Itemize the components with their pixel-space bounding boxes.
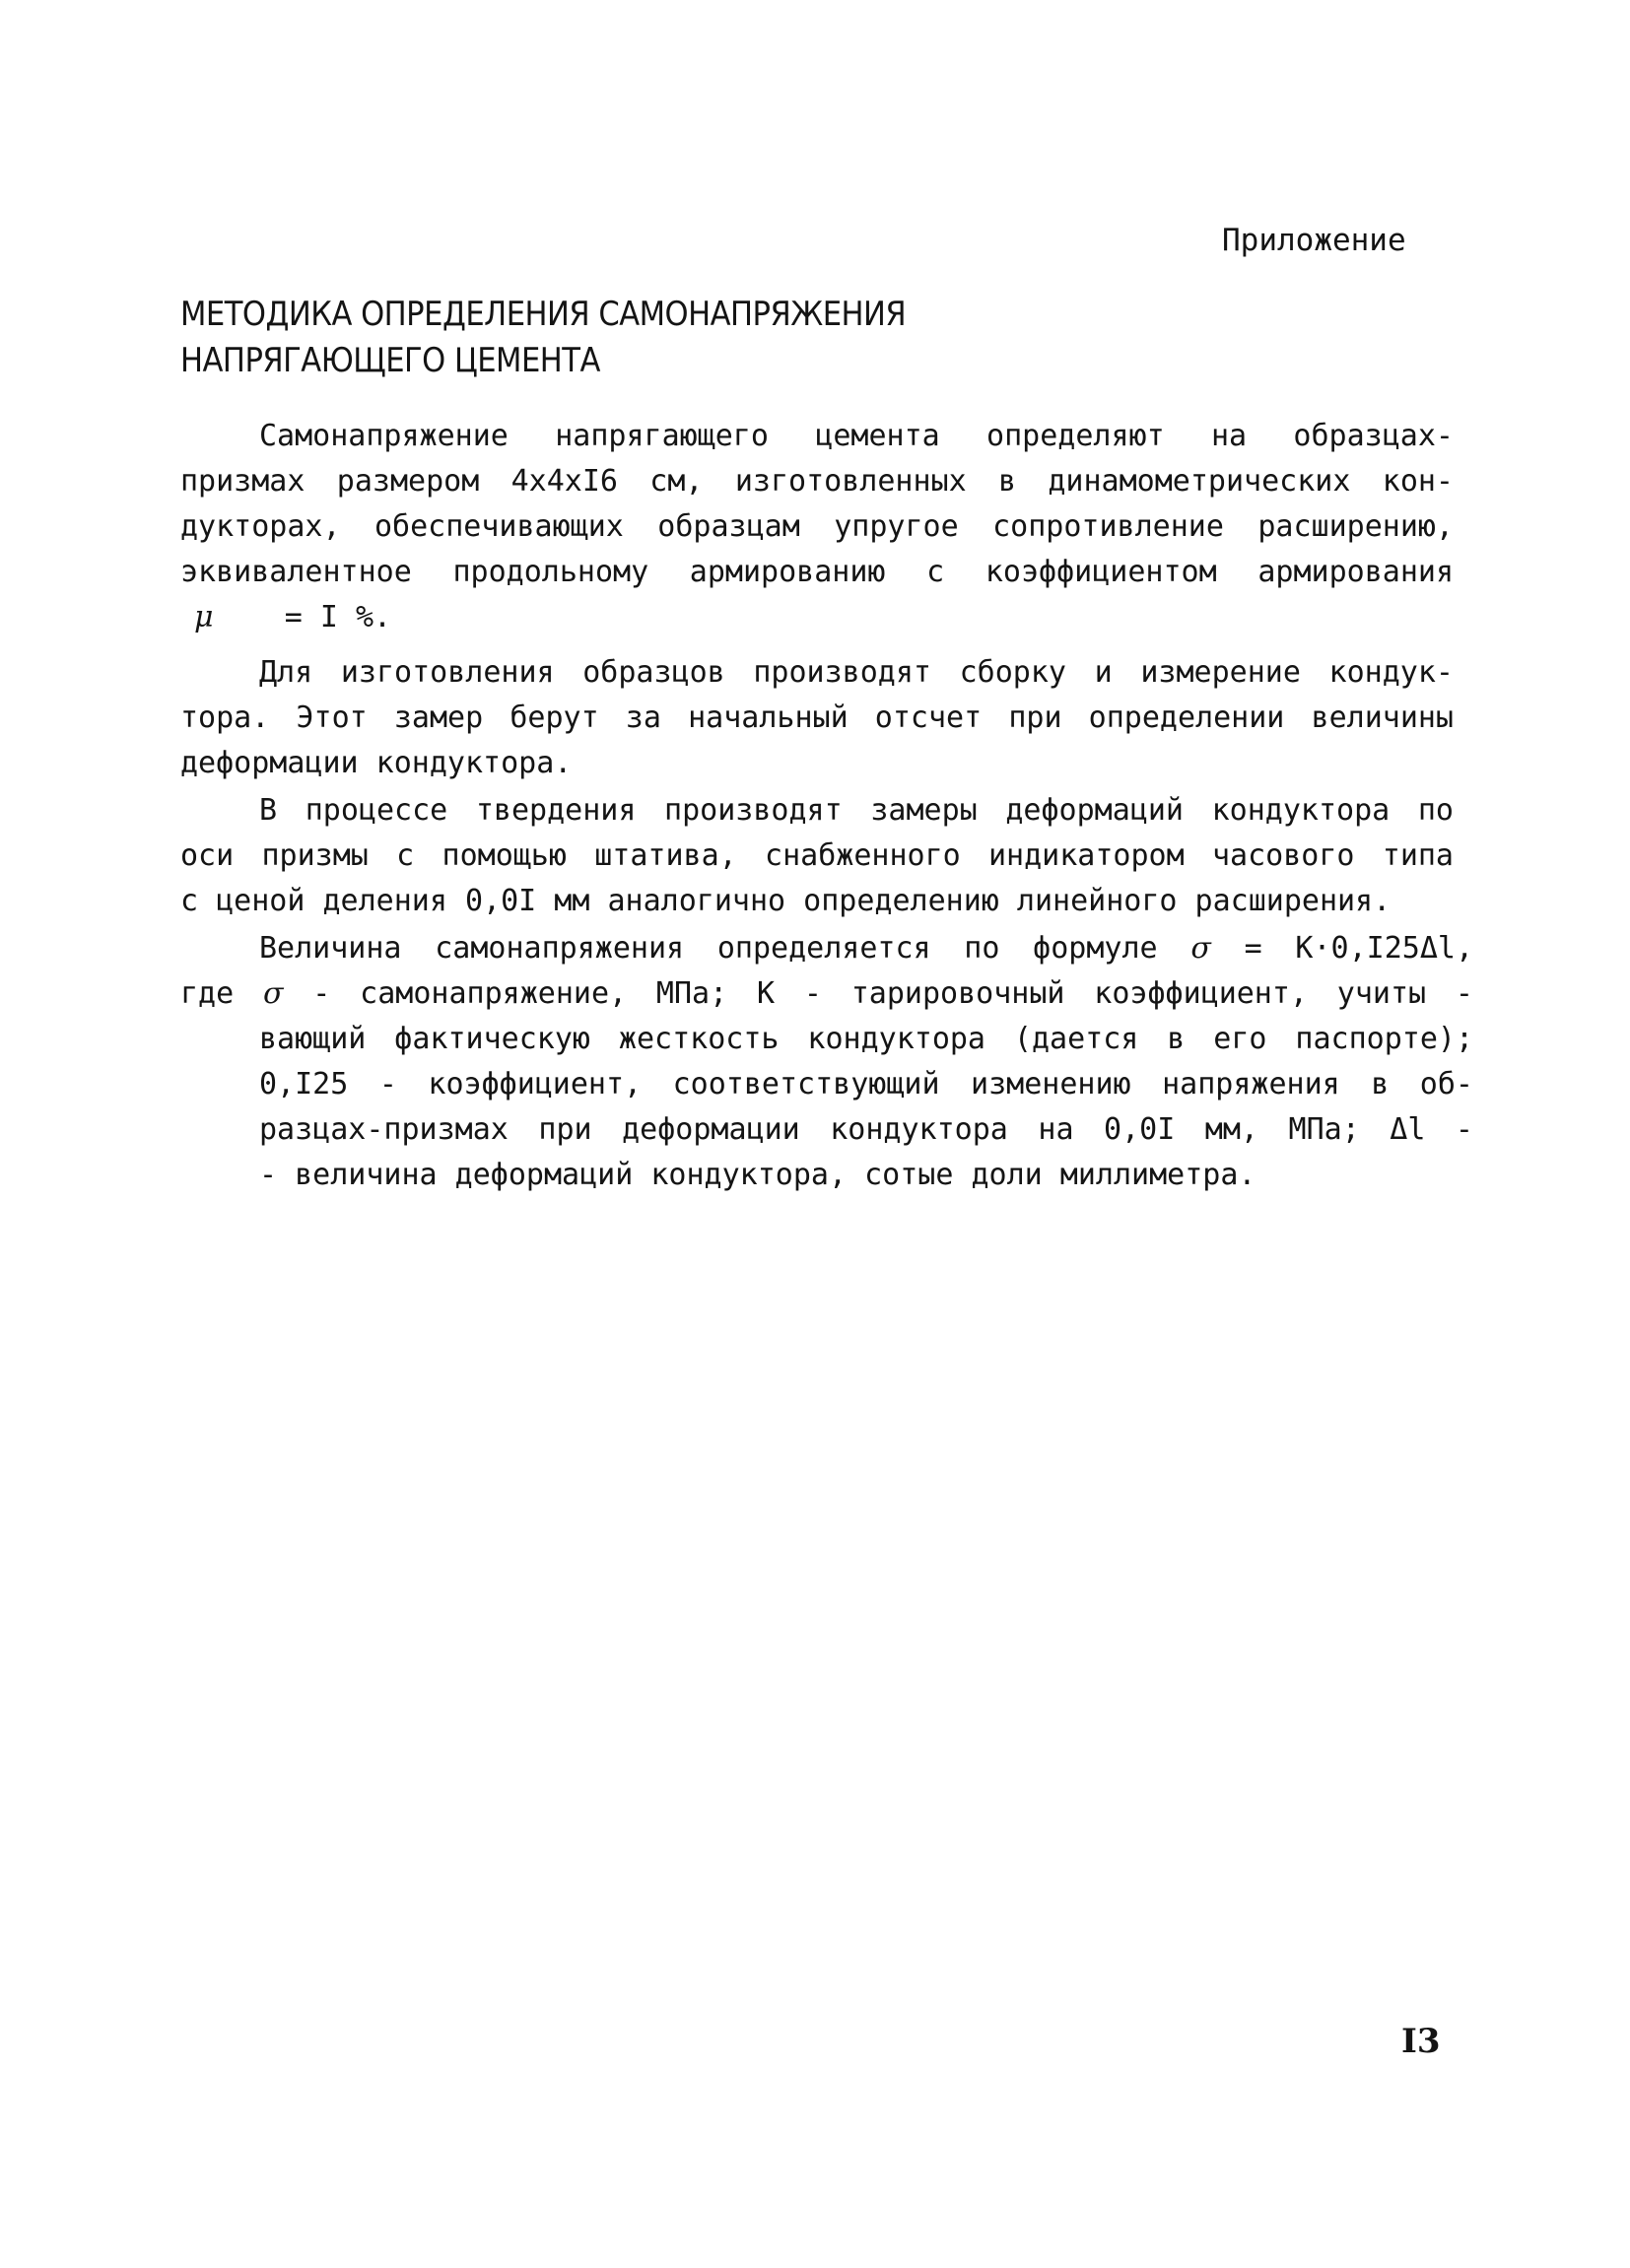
reinforcement-ratio-line <box>180 595 1454 640</box>
mu-symbol: μ <box>194 600 214 634</box>
definition-line: разцах-призмах при деформации кондуктора на 0,0I мм, МПа; Δl - <box>259 1112 1473 1147</box>
paragraph-line: Для изготовления образцов производят сборку и измерение кондук- <box>259 655 1454 690</box>
formula-definitions <box>180 971 1473 1017</box>
where-line <box>180 971 1473 1017</box>
appendix-label: Приложение <box>1222 223 1406 258</box>
paragraph-line: тора. Этот замер берут за начальный отсчет при определении величины <box>180 700 1454 735</box>
formula-definitions-continued <box>259 1017 1473 1198</box>
where-prefix: где <box>180 976 235 1011</box>
page-number: I3 <box>1401 2022 1441 2061</box>
paragraph-2 <box>180 650 1454 786</box>
paragraph-line: призмах размером 4x4xI6 см, изготовленных в динамометрических кон- <box>180 464 1454 499</box>
formula-line <box>180 926 1473 971</box>
definition-line: вающий фактическую жесткость кондуктора (дается в его паспорте); <box>259 1022 1473 1056</box>
title-line-1: МЕТОДИКА ОПРЕДЕЛЕНИЯ САМОНАПРЯЖЕНИЯ <box>180 295 907 334</box>
paragraph-1 <box>180 414 1454 640</box>
definition-line: - величина деформаций кондуктора, сотые доли миллиметра. <box>259 1158 1256 1192</box>
paragraph-line: с ценой деления 0,0I мм аналогично определению линейного расширения. <box>180 884 1392 918</box>
sigma-definition: - самонапряжение, МПа; К - тарировочный коэффициент, учиты - <box>312 976 1473 1011</box>
formula-expression: = К·0,I25Δl, <box>1244 931 1474 966</box>
paragraph-line: эквивалентное продольному армированию с коэффициентом армирования <box>180 555 1454 589</box>
document-title <box>180 292 906 384</box>
sigma-symbol: σ <box>1190 931 1211 966</box>
paragraph-line: Самонапряжение напрягающего цемента определяют на образцах- <box>259 419 1454 453</box>
paragraph-line: оси призмы с помощью штатива, снабженного индикатором часового типа <box>180 838 1454 873</box>
paragraph-3 <box>180 788 1454 924</box>
sigma-symbol: σ <box>263 976 284 1011</box>
paragraph-line: В процессе твердения производят замеры деформаций кондуктора по <box>259 793 1454 828</box>
paragraph-line: деформации кондуктора. <box>180 746 573 780</box>
formula-intro: Величина самонапряжения определяется по формуле <box>259 931 1158 966</box>
title-line-2: НАПРЯГАЮЩЕГО ЦЕМЕНТА <box>180 341 600 380</box>
definition-line: 0,I25 - коэффициент, соответствующий изменению напряжения в об- <box>259 1067 1473 1101</box>
paragraph-4 <box>180 926 1473 971</box>
mu-value: = I %. <box>284 600 392 634</box>
paragraph-line: дукторах, обеспечивающих образцам упругое сопротивление расширению, <box>180 509 1454 544</box>
